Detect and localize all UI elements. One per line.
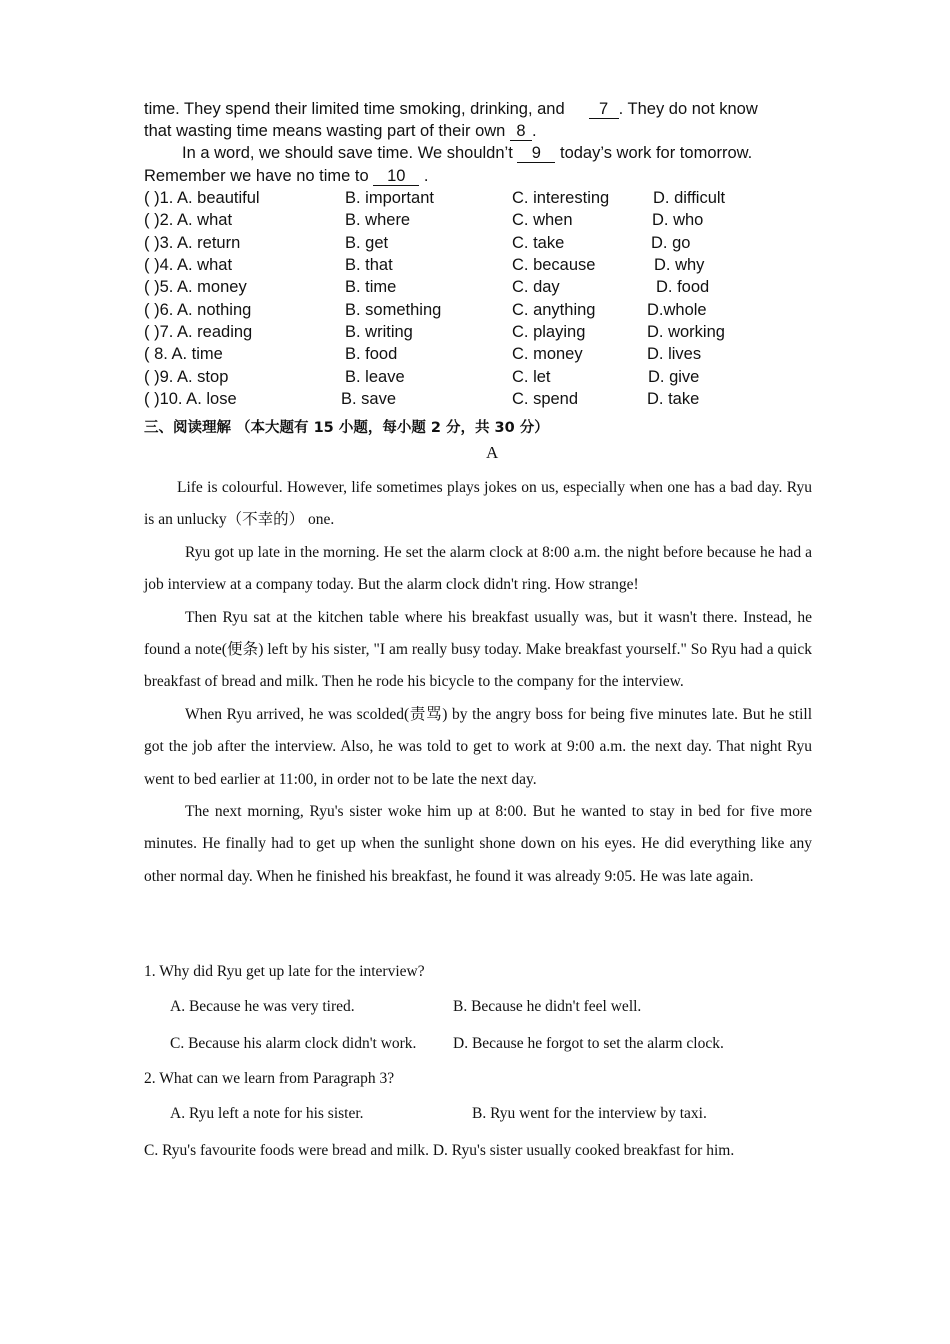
option-b: B. something bbox=[345, 301, 442, 319]
option-b: B. get bbox=[345, 234, 389, 252]
option-d: D.whole bbox=[647, 301, 707, 319]
option-c: C. spend bbox=[512, 390, 579, 408]
passage-paragraph: The next morning, Ryu's sister woke him up at 8:00. But he wanted to stay in bed for five more minutes. He finally had to get up when the sunlight shone down on his eyes. He did everything like any other normal day. When he finished his breakfast, he found it was already 9:05. He was late again. bbox=[144, 803, 812, 885]
question-option: C. Because his alarm clock didn't work. bbox=[170, 1035, 417, 1052]
option-d: D. working bbox=[647, 323, 725, 341]
cloze-text: In a word, we should save time. We shouldn’t bbox=[182, 144, 513, 162]
question-option: B. Ryu went for the interview by taxi. bbox=[472, 1105, 707, 1122]
cloze-text: today’s work for tomorrow. bbox=[559, 144, 753, 162]
question-stem: 2. What can we learn from Paragraph 3? bbox=[144, 1070, 395, 1087]
passage-paragraph: Life is colourful. However, life sometimes plays jokes on us, especially when one has a bad day. Ryu is an unlucky（不幸的） one. bbox=[144, 479, 812, 529]
option-c: C. let bbox=[512, 368, 551, 386]
blank-8: 8 bbox=[510, 123, 532, 141]
cloze-line-3 bbox=[182, 144, 752, 163]
option-c: C. interesting bbox=[512, 189, 610, 207]
option-d: D. go bbox=[651, 234, 691, 252]
option-c: C. when bbox=[512, 211, 573, 229]
question-option: D. Because he forgot to set the alarm clock. bbox=[453, 1035, 724, 1052]
passage-paragraph: Ryu got up late in the morning. He set the alarm clock at 8:00 a.m. the night before because he had a job interview at a company today. But the alarm clock didn't ring. How strange! bbox=[144, 543, 812, 594]
cloze-text: . bbox=[423, 167, 429, 185]
option-b: B. important bbox=[345, 189, 434, 207]
option-b: B. that bbox=[345, 256, 393, 274]
option-row: ( )1. A. beautiful bbox=[144, 189, 260, 207]
question-option: C. Ryu's favourite foods were bread and milk. D. Ryu's sister usually cooked breakfast for him. bbox=[144, 1142, 735, 1159]
option-d: D. difficult bbox=[653, 189, 726, 207]
option-c: C. money bbox=[512, 345, 583, 363]
cloze-line-1 bbox=[144, 100, 758, 119]
option-d: D. food bbox=[656, 278, 710, 296]
option-d: D. give bbox=[648, 368, 700, 386]
option-row: ( )9. A. stop bbox=[144, 368, 229, 386]
option-row: ( )2. A. what bbox=[144, 211, 233, 229]
question-stem: 1. Why did Ryu get up late for the interview? bbox=[144, 963, 425, 980]
option-c: C. because bbox=[512, 256, 596, 274]
option-c: C. day bbox=[512, 278, 560, 296]
option-b: B. writing bbox=[345, 323, 413, 341]
option-row: ( )3. A. return bbox=[144, 234, 241, 252]
cloze-line-4 bbox=[144, 167, 428, 186]
option-b: B. leave bbox=[345, 368, 405, 386]
cloze-line-2 bbox=[144, 122, 537, 141]
cloze-text: that wasting time means wasting part of their own bbox=[144, 122, 506, 140]
option-d: D. take bbox=[647, 390, 700, 408]
cloze-text: . They do not know bbox=[618, 100, 758, 118]
passage-title: A bbox=[486, 443, 499, 462]
passage-paragraph: When Ryu arrived, he was scolded(责骂) by the angry boss for being five minutes late. But he still got the job after the interview. Also, he was told to get to work at 9:00 a.m. the next day. That night Ryu went to bed earlier at 11:00, in order not to be late the next day. bbox=[144, 705, 812, 788]
question-option: A. Ryu left a note for his sister. bbox=[170, 1105, 364, 1122]
section-title: 三、阅读理解 （本大题有 15 小题，每小题 2 分，共 30 分） bbox=[144, 420, 549, 436]
option-row: ( )5. A. money bbox=[144, 278, 247, 296]
option-row: ( )6. A. nothing bbox=[144, 301, 252, 319]
reading-passage bbox=[144, 472, 812, 893]
blank-9: 9 bbox=[517, 145, 555, 163]
cloze-text: . bbox=[531, 122, 537, 140]
question-option: A. Because he was very tired. bbox=[170, 998, 355, 1015]
option-b: B. food bbox=[345, 345, 398, 363]
option-d: D. lives bbox=[647, 345, 702, 363]
option-c: C. take bbox=[512, 234, 565, 252]
option-d: D. why bbox=[654, 256, 705, 274]
blank-10: 10 bbox=[373, 168, 419, 186]
cloze-text: Remember we have no time to bbox=[144, 167, 369, 185]
option-row: ( )7. A. reading bbox=[144, 323, 253, 341]
passage-paragraph: Then Ryu sat at the kitchen table where his breakfast usually was, but it wasn't there. Instead, he found a note(便条) left by his sister, "I am really busy today. Make breakfast yourself." So Ryu had a quick breakfast of bread and milk. Then he rode his bicycle to the company for the interview. bbox=[144, 608, 812, 691]
option-b: B. time bbox=[345, 278, 397, 296]
option-row: ( )10. A. lose bbox=[144, 390, 237, 408]
cloze-text: time. They spend their limited time smoking, drinking, and bbox=[144, 100, 565, 118]
option-c: C. anything bbox=[512, 301, 596, 319]
option-c: C. playing bbox=[512, 323, 586, 341]
question-option: B. Because he didn't feel well. bbox=[453, 998, 642, 1015]
option-b: B. save bbox=[341, 390, 397, 408]
option-d: D. who bbox=[652, 211, 704, 229]
blank-7: 7 bbox=[589, 101, 619, 119]
option-row: ( 8. A. time bbox=[144, 345, 223, 363]
option-row: ( )4. A. what bbox=[144, 256, 233, 274]
option-b: B. where bbox=[345, 211, 411, 229]
